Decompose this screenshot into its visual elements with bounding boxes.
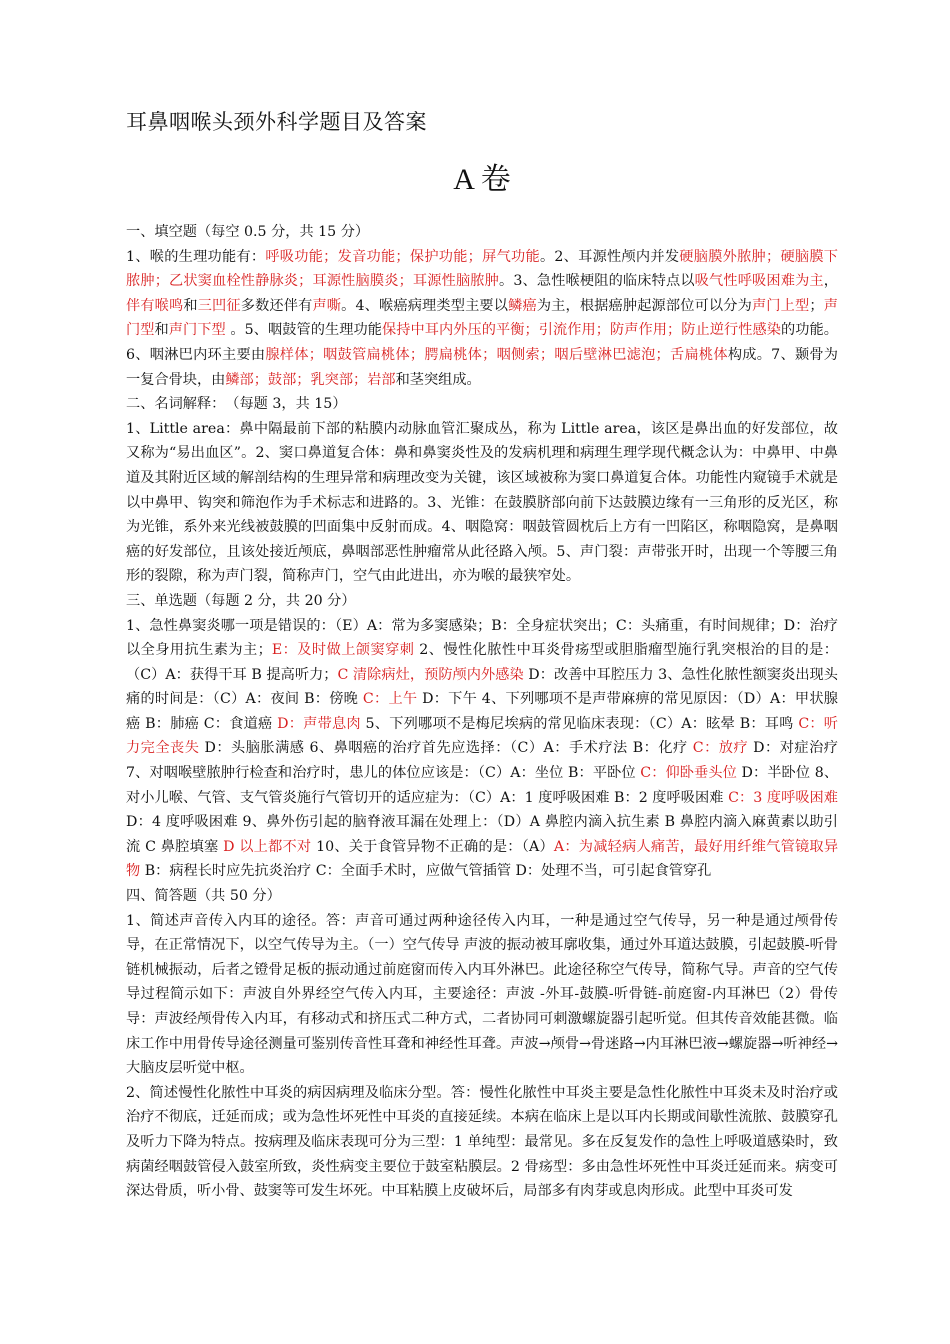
paragraph (126, 614, 838, 885)
answer-text: D：声带息肉 (277, 715, 361, 732)
document-page (126, 106, 838, 1204)
section-heading: 三、单选题（每题 2 分，共 20 分） (126, 592, 356, 609)
answer-text: D 以上都不对 (223, 838, 312, 855)
section (126, 220, 838, 392)
answer-text: 声门下型 (168, 322, 226, 339)
answer-text: C 清除病灶，预防颅内外感染 (337, 666, 524, 683)
answer-text: 硬脑膜外脓肿；硬脑膜下脓肿；乙状窦血栓性静脉炎；耳源性脑膜炎；耳源性脑脓肿 (126, 248, 838, 290)
body-text: 1、喉的生理功能有： (126, 248, 266, 265)
answer-text: 声嘶 (312, 297, 342, 314)
answer-text: 鳞部；鼓部；乳突部；岩部 (225, 371, 396, 388)
body-text: D：半卧位 8、对小儿喉、气管、支气管炎施行气管切开的适应症为：（C）A：1 度呼吸困难 B：2 度呼吸困难 (126, 765, 839, 806)
answer-text: C：放疗 (692, 740, 749, 757)
body-text: 构成。7、颞骨为一复合骨块，由 (126, 346, 838, 388)
body-text: D：改善中耳腔压力 3、急性化脓性额窦炎出现头痛的时间是：（C）A：夜间 B：傍晚 (126, 666, 838, 708)
body-text: D：头脑胀满感 6、鼻咽癌的治疗首先应选择：（C）A：手术疗法 B：化疗 (199, 740, 693, 757)
answer-text: 吸气性呼吸困难为主 (694, 273, 824, 290)
body-text: 和 (183, 297, 198, 314)
answer-text: 三凹征 (197, 297, 241, 314)
body-text: 2、慢性化脓性中耳炎骨疡型或胆脂瘤型施行乳突根治的目的是：（C）A：获得干耳 B 提高听力； (126, 642, 838, 683)
body-text: ； (809, 297, 824, 314)
body-text: 。4、喉癌病理类型主要以 (341, 297, 509, 314)
answer-text: 腺样体；咽鼓管扁桃体；腭扁桃体；咽侧索；咽后壁淋巴滤泡；舌扁桃体 (265, 346, 728, 363)
answer-text: 伴有喉鸣 (126, 297, 184, 314)
section-heading: 四、简答题（共 50 分） (126, 888, 281, 905)
body-text: 1、Little area：鼻中隔最前下部的粘膜内动脉血管汇聚成丛，称为 Little area，该区是鼻出血的好发部位，故又称为“易出血区”。2、窦口鼻道复合体：鼻和鼻窦炎性及的发病机理和病理生理学现代概念认为：中鼻甲、中鼻道及其附近区域的解剖结构的生理异常和病理改变为关键，该区域被称为窦口鼻道复合体。功能性内窥镜手术就是以中鼻甲、钩突和筛泡作为手术标志和进路的。3、光锥：在鼓膜脐部向前下达鼓膜边缘有一三角形的反光区，称为光锥，系外来光线被鼓膜的凹面集中反射而成。4、咽隐窝：咽鼓管圆枕后上方有一凹陷区，称咽隐窝，是鼻咽癌的好发部位，且该处接近颅底，鼻咽部恶性肿瘤常从此径路入颅。5、声门裂：声带张开时，出现一个等腰三角形的裂隙，称为声门裂，简称声门，空气由此进出，亦为喉的最狭窄处。 (126, 420, 838, 585)
document-title: 耳鼻咽喉头颈外科学题目及答案 (126, 110, 427, 134)
answer-text: C：仰卧垂头位 (640, 765, 737, 782)
body-text: 和 (154, 322, 169, 339)
body-text: 1、简述声音传入内耳的途径。答：声音可通过两种途径传入内耳，一种是通过空气传导，另一种是通过颅骨传导，在正常情况下，以空气传导为主。（一）空气传导 声波的振动被耳廓收集，通过外耳道达鼓膜，引起鼓膜-听骨链机械振动，后者之镫骨足板的振动通过前庭窗而传入内耳外淋巴。此途径称空气传导，简称气导。声音的空气传导过程简示如下：声波自外界经空气传入内耳，主要途径：声波 -外耳-鼓膜-听骨链-前庭窗-内耳淋巴（2）骨传导：声波经颅骨传入内耳，有移动式和挤压式二种方式，二者协同可刺激螺旋器引起听觉。但其传音效能甚微。临床工作中用骨传导途径测量可鉴别传音性耳聋和神经性耳聋。声波→颅骨→骨迷路→内耳淋巴液→螺旋器→听神经→大脑皮层听觉中枢。 (126, 912, 838, 1077)
answer-text: C：上午 (362, 691, 418, 708)
body-text: D：对症治疗 7、对咽喉壁脓肿行检查和治疗时，患儿的体位应该是：（C）A：坐位 B：平卧位 (126, 740, 838, 782)
body-text: ， (823, 273, 838, 290)
section (126, 589, 838, 884)
body-text: B：病程长时应先抗炎治疗 C：全面手术时，应做气管插管 D：处理不当，可引起食管穿孔 (140, 863, 712, 880)
answer-text: 呼吸功能；发音功能；保护功能；屏气功能 (265, 248, 540, 265)
body-text: 10、关于食管异物不正确的是：（A） (311, 838, 554, 855)
body-text: 。3、急性喉梗阻的临床特点以 (498, 273, 695, 290)
body-text: 。2、耳源性颅内并发 (539, 248, 680, 265)
section (126, 884, 838, 1204)
answer-text: C：3 度呼吸困难 (728, 789, 838, 806)
body-text: 的功能。6、咽淋巴内环主要由 (126, 322, 838, 363)
body-text: 5、下列哪项不是梅尼埃病的常见临床表现：（C）A：眩晕 B：耳鸣 (360, 715, 799, 732)
answer-text: 保持中耳内外压的平衡；引流作用；防声作用；防止逆行性感染 (381, 322, 782, 339)
answer-text: A：为减轻病人痛苦，最好用纤维气管镜取异物 (126, 838, 839, 880)
body-text: 2、简述慢性化脓性中耳炎的病因病理及临床分型。答：慢性化脓性中耳炎主要是急性化脓性中耳炎未及时治疗或治疗不彻底，迁延而成；或为急性坏死性中耳炎的直接延续。本病在临床上是以耳内长期或间歇性流脓、鼓膜穿孔及听力下降为特点。按病理及临床表现可分为三型：1 单纯型：最常见。多在反复发作的急性上呼吸道感染时，致病菌经咽鼓管侵入鼓室所致，炎性病变主要位于鼓室粘膜层。2 骨疡型：多由急性坏死性中耳炎迁延而来。病变可深达骨质，听小骨、鼓窦等可发生坏死。中耳粘膜上皮破坏后，局部多有肉芽或息肉形成。此型中耳炎可发 (126, 1084, 838, 1200)
section (126, 392, 838, 589)
section-heading: 一、填空题（每空 0.5 分，共 15 分） (126, 224, 370, 240)
answer-text: 声门型 (126, 297, 838, 339)
section-heading: 二、名词解释： （每题 3，共 15） (126, 396, 347, 413)
answer-text: E：及时做上颌窦穿刺 (271, 642, 415, 659)
document-subtitle: A 卷 (453, 163, 511, 196)
paragraph (126, 1081, 838, 1204)
answer-text: C：听力完全丧失 (126, 715, 838, 757)
body-text: 1、急性鼻窦炎哪一项是错误的：（E）A：常为多窦感染；B：全身症状突出；C：头痛重，有时间规律；D：治疗以全身用抗生素为主； (126, 617, 838, 659)
body-text: 多数还伴有 (240, 297, 313, 314)
body-text: D：下午 4、下列哪项不是声带麻痹的常见原因：（D）A：甲状腺癌 B：肺癌 C：食道癌 (126, 691, 838, 732)
document-body (126, 220, 838, 1204)
answer-text: 声门上型 (751, 297, 810, 314)
body-text: 为主，根据癌肿起源部位可以分为 (536, 297, 752, 314)
paragraph (126, 909, 838, 1081)
body-text: 和茎突组成。 (395, 371, 481, 388)
answer-text: 鳞癌 (508, 297, 537, 314)
paragraph (126, 245, 838, 393)
paragraph (126, 417, 838, 589)
body-text: 。5、咽鼓管的生理功能 (225, 322, 382, 339)
body-text: D：4 度呼吸困难 9、鼻外伤引起的脑脊液耳漏在处理上：（D）A 鼻腔内滴入抗生素 B 鼻腔内滴入麻黄素以助引流 C 鼻腔填塞 (126, 814, 838, 855)
